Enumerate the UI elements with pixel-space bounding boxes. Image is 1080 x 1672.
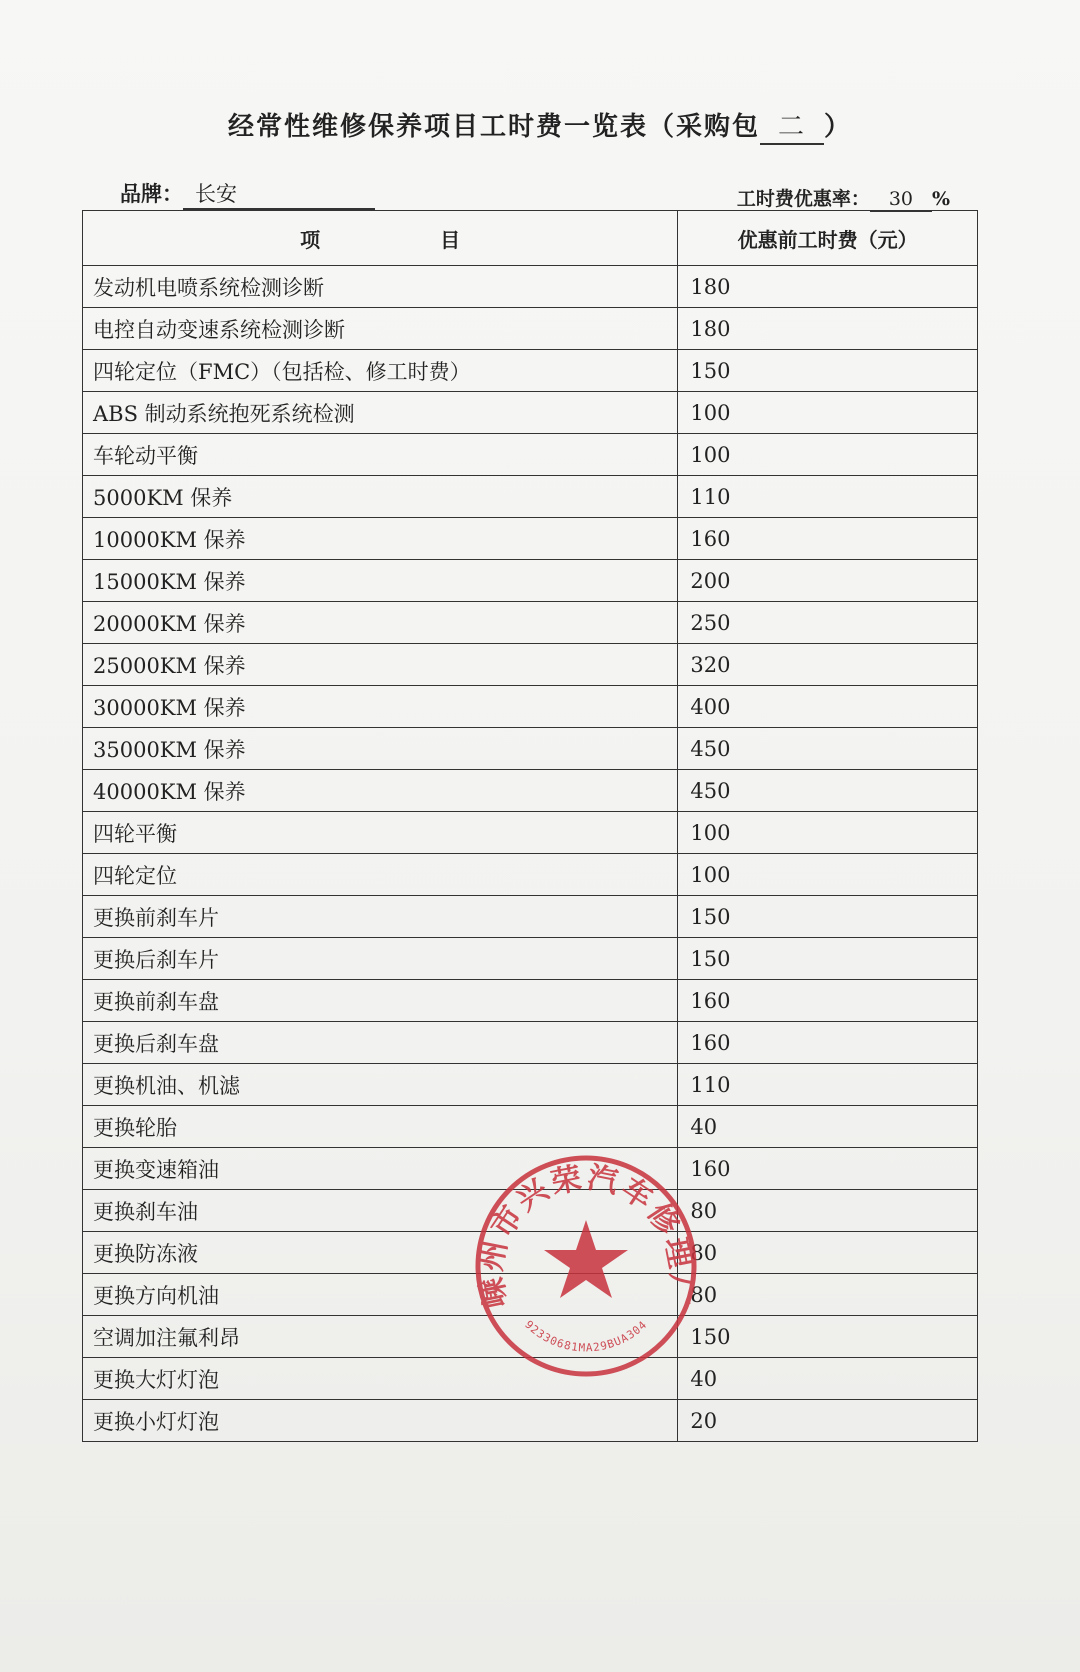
item-cell: 发动机电喷系统检测诊断: [83, 266, 678, 308]
table-row: [83, 1232, 978, 1274]
fee-cell: 450: [678, 728, 978, 770]
table-row: [83, 1064, 978, 1106]
header-item: 项 目: [83, 211, 678, 266]
table-row: [83, 308, 978, 350]
rate-label: 工时费优惠率：: [736, 188, 870, 210]
item-cell: 更换机油、机滤: [83, 1064, 678, 1106]
header-fee: 优惠前工时费（元）: [678, 211, 978, 266]
item-cell: 5000KM 保养: [83, 476, 678, 518]
item-cell: 35000KM 保养: [83, 728, 678, 770]
fee-cell: 200: [678, 560, 978, 602]
fee-cell: 180: [678, 266, 978, 308]
seal-code: 92330681MA29BUA304: [522, 1318, 650, 1355]
table-row: [83, 1022, 978, 1064]
labor-fee-table: [82, 210, 978, 1442]
table-row: [83, 770, 978, 812]
brand-value: 长安: [183, 178, 375, 210]
fee-cell: 100: [678, 812, 978, 854]
table-row: [83, 392, 978, 434]
item-cell: 30000KM 保养: [83, 686, 678, 728]
item-cell: ABS 制动系统抱死系统检测: [83, 392, 678, 434]
fee-cell: 450: [678, 770, 978, 812]
item-cell: 更换前刹车片: [83, 896, 678, 938]
fee-cell: 20: [678, 1400, 978, 1442]
title-prefix: 经常性维修保养项目工时费一览表（采购包: [227, 112, 760, 142]
item-cell: 更换后刹车盘: [83, 1022, 678, 1064]
table-header-row: [83, 211, 978, 266]
table-row: [83, 602, 978, 644]
fee-cell: 320: [678, 644, 978, 686]
table-row: [83, 854, 978, 896]
item-cell: 20000KM 保养: [83, 602, 678, 644]
title-suffix: ）: [824, 112, 853, 142]
rate-unit: %: [931, 188, 950, 210]
table-row: [83, 1400, 978, 1442]
item-cell: 10000KM 保养: [83, 518, 678, 560]
fee-cell: 80: [678, 1232, 978, 1274]
table-row: [83, 980, 978, 1022]
table-row: [83, 1106, 978, 1148]
fee-cell: 110: [678, 476, 978, 518]
fee-cell: 180: [678, 308, 978, 350]
fee-cell: 160: [678, 518, 978, 560]
fee-cell: 250: [678, 602, 978, 644]
item-cell: 更换变速箱油: [83, 1148, 678, 1190]
fee-cell: 40: [678, 1358, 978, 1400]
discount-rate-field: [737, 184, 950, 212]
item-cell: 更换轮胎: [83, 1106, 678, 1148]
item-cell: 25000KM 保养: [83, 644, 678, 686]
item-cell: 更换小灯灯泡: [83, 1400, 678, 1442]
item-cell: 更换大灯灯泡: [83, 1358, 678, 1400]
table-row: [83, 728, 978, 770]
item-cell: 更换防冻液: [83, 1232, 678, 1274]
table-row: [83, 896, 978, 938]
fee-cell: 150: [678, 1316, 978, 1358]
table-row: [83, 644, 978, 686]
table-row: [83, 1316, 978, 1358]
item-cell: 更换后刹车片: [83, 938, 678, 980]
fee-cell: 80: [678, 1274, 978, 1316]
table-row: [83, 1274, 978, 1316]
table-row: [83, 476, 978, 518]
fee-cell: 150: [678, 896, 978, 938]
item-cell: 更换前刹车盘: [83, 980, 678, 1022]
table-row: [83, 1190, 978, 1232]
item-cell: 四轮平衡: [83, 812, 678, 854]
fee-cell: 110: [678, 1064, 978, 1106]
table-row: [83, 938, 978, 980]
seal-text-top: 嵊州市兴荣汽车修理厂: [473, 1160, 699, 1311]
table-row: [83, 1148, 978, 1190]
table-row: [83, 812, 978, 854]
item-cell: 更换方向机油: [83, 1274, 678, 1316]
package-value: 二: [760, 106, 824, 145]
document-title: [0, 106, 1080, 145]
table-body: [83, 266, 978, 1442]
table-row: [83, 266, 978, 308]
item-cell: 15000KM 保养: [83, 560, 678, 602]
fee-cell: 400: [678, 686, 978, 728]
item-cell: 四轮定位（FMC）（包括检、修工时费）: [83, 350, 678, 392]
table-row: [83, 686, 978, 728]
brand-label: 品牌：: [120, 181, 183, 206]
item-cell: 电控自动变速系统检测诊断: [83, 308, 678, 350]
fee-cell: 40: [678, 1106, 978, 1148]
item-cell: 40000KM 保养: [83, 770, 678, 812]
fee-cell: 100: [678, 392, 978, 434]
table-row: [83, 350, 978, 392]
table-row: [83, 518, 978, 560]
table-row: [83, 434, 978, 476]
item-cell: 四轮定位: [83, 854, 678, 896]
fee-cell: 160: [678, 1022, 978, 1064]
fee-cell: 150: [678, 350, 978, 392]
rate-value: 30: [870, 188, 932, 212]
table-row: [83, 560, 978, 602]
fee-cell: 80: [678, 1190, 978, 1232]
fee-cell: 150: [678, 938, 978, 980]
fee-cell: 160: [678, 980, 978, 1022]
item-cell: 车轮动平衡: [83, 434, 678, 476]
item-cell: 空调加注氟利昂: [83, 1316, 678, 1358]
fee-cell: 160: [678, 1148, 978, 1190]
item-cell: 更换刹车油: [83, 1190, 678, 1232]
fee-cell: 100: [678, 854, 978, 896]
fee-cell: 100: [678, 434, 978, 476]
table-row: [83, 1358, 978, 1400]
brand-field: [120, 178, 375, 210]
